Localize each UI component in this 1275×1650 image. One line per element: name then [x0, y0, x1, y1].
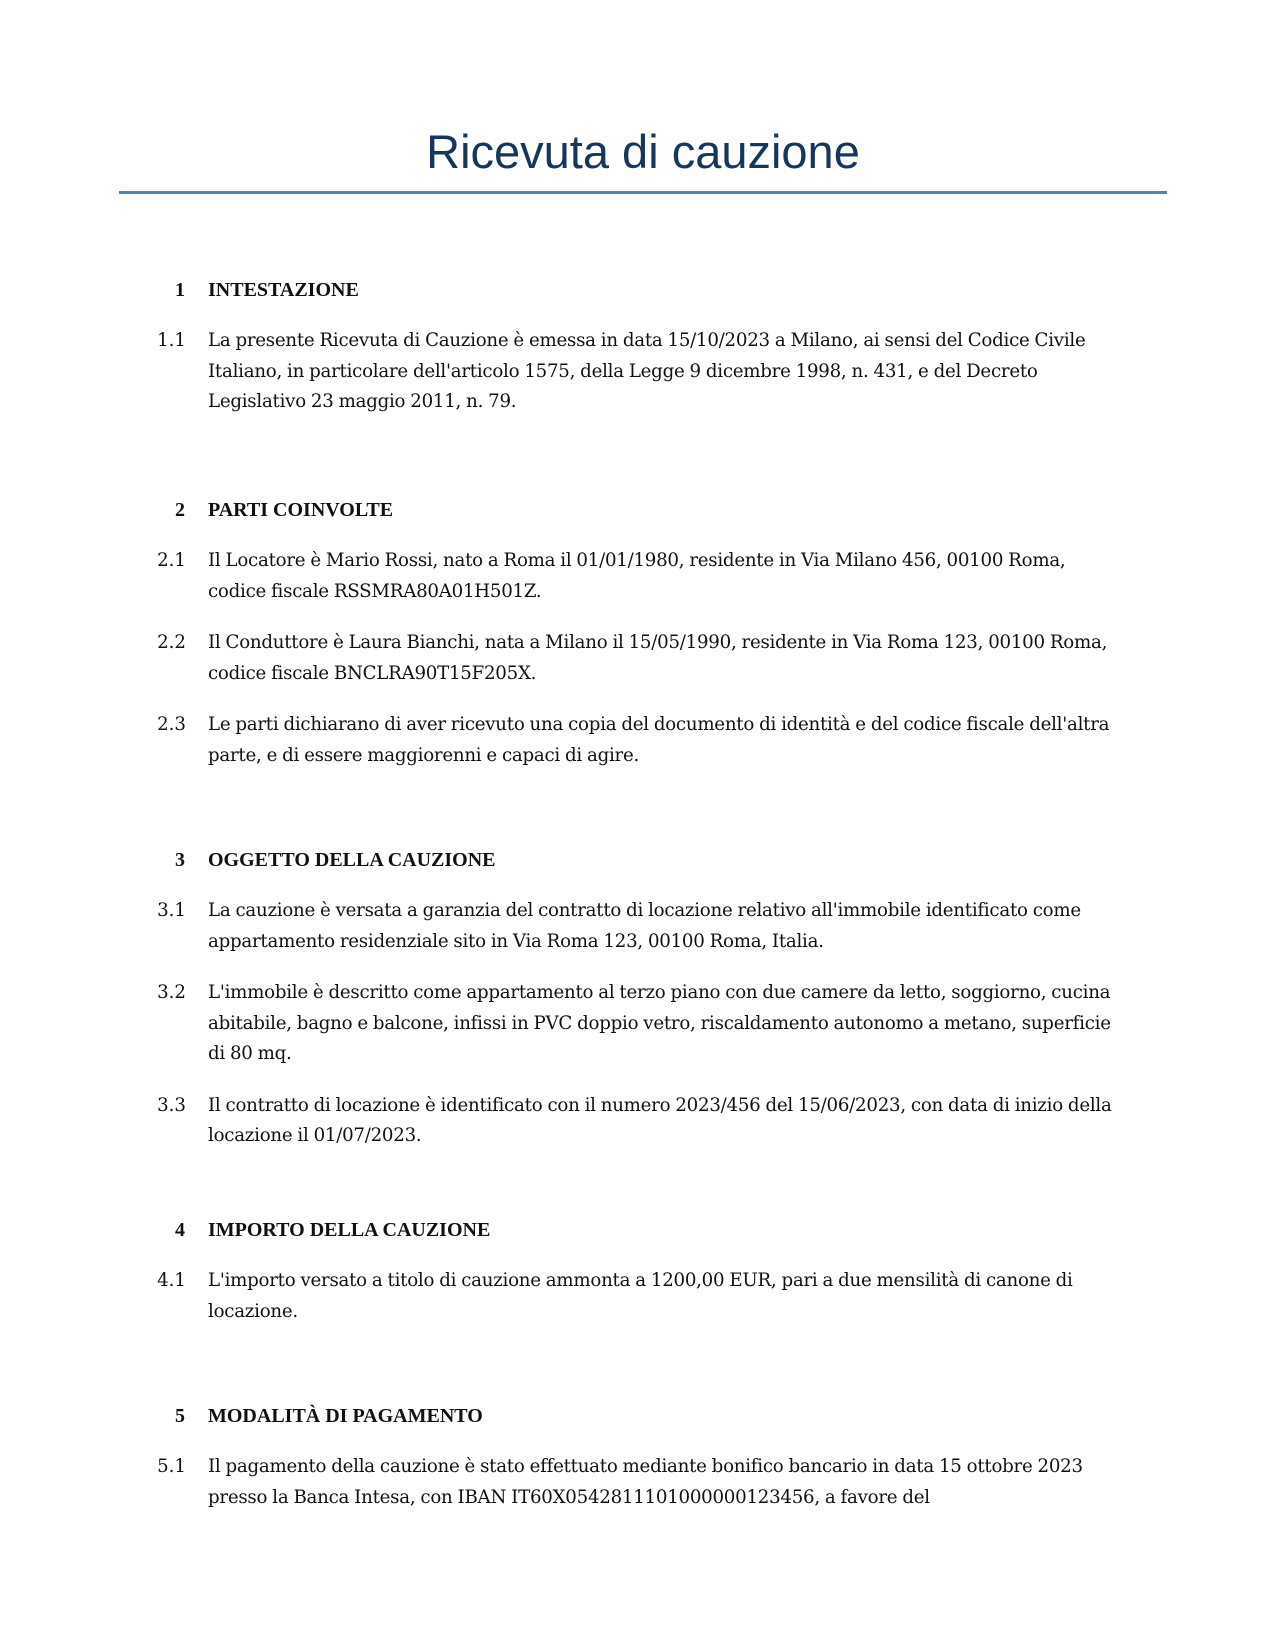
clause-3-2 — [0, 978, 1275, 1070]
clause-number: 3.1 — [157, 900, 186, 921]
section-number: 4 — [175, 1219, 185, 1241]
section-heading — [0, 495, 1275, 525]
section-oggetto-della-cauzione — [0, 845, 1275, 1152]
clause-text: Il Conduttore è Laura Bianchi, nata a Milano il 15/05/1990, residente in Via Roma 123, 00100 Roma, codice fiscale BNCLRA90T15F205X. — [208, 632, 1108, 684]
section-heading — [0, 275, 1275, 305]
section-title: MODALITÀ DI PAGAMENTO — [208, 1405, 483, 1427]
section-heading — [0, 845, 1275, 875]
clause-2-3 — [0, 710, 1275, 771]
clause-number: 3.2 — [157, 982, 186, 1003]
clause-number: 2.3 — [157, 714, 186, 735]
clause-number: 5.1 — [157, 1456, 186, 1477]
section-title: OGGETTO DELLA CAUZIONE — [208, 849, 496, 871]
section-heading — [0, 1401, 1275, 1431]
section-modalita-di-pagamento — [0, 1401, 1275, 1513]
clause-text: Il contratto di locazione è identificato con il numero 2023/456 del 15/06/2023, con data di inizio della locazione il 01/07/2023. — [208, 1094, 1112, 1146]
section-number: 5 — [175, 1405, 185, 1427]
section-parti-coinvolte — [0, 495, 1275, 771]
section-number: 3 — [175, 849, 185, 871]
clause-text: Le parti dichiarano di aver ricevuto una copia del documento di identità e del codice fiscale dell'altra parte, e di essere maggiorenni e capaci di agire. — [208, 714, 1110, 766]
clause-text: L'immobile è descritto come appartamento al terzo piano con due camere da letto, soggiorno, cucina abitabile, bagno e balcone, infissi in PVC doppio vetro, riscaldamento autonomo a metano, superficie di 80 mq. — [208, 982, 1111, 1064]
section-title: IMPORTO DELLA CAUZIONE — [208, 1219, 491, 1241]
section-heading — [0, 1215, 1275, 1245]
clause-number: 2.1 — [157, 550, 186, 571]
clause-number: 4.1 — [157, 1270, 186, 1291]
clause-3-3 — [0, 1091, 1275, 1152]
title-underline-rule — [119, 191, 1167, 194]
section-number: 2 — [175, 499, 185, 521]
document-title: Ricevuta di cauzione — [426, 125, 860, 178]
clause-2-1 — [0, 546, 1275, 607]
clause-4-1 — [0, 1266, 1275, 1327]
clause-1-1 — [0, 326, 1275, 418]
clause-text: L'importo versato a titolo di cauzione ammonta a 1200,00 EUR, pari a due mensilità di canone di locazione. — [208, 1270, 1073, 1322]
clause-5-1 — [0, 1452, 1275, 1513]
clause-text: La presente Ricevuta di Cauzione è emessa in data 15/10/2023 a Milano, ai sensi del Codice Civile Italiano, in particolare dell'articolo 1575, della Legge 9 dicembre 1998, n. 431, e del Decreto Legislativo 23 maggio 2011, n. 79. — [208, 330, 1086, 412]
clause-text: Il Locatore è Mario Rossi, nato a Roma il 01/01/1980, residente in Via Milano 456, 00100 Roma, codice fiscale RSSMRA80A01H501Z. — [208, 550, 1066, 602]
clause-number: 2.2 — [157, 632, 186, 653]
section-intestazione — [0, 275, 1275, 418]
clause-text: La cauzione è versata a garanzia del contratto di locazione relativo all'immobile identificato come appartamento residenziale sito in Via Roma 123, 00100 Roma, Italia. — [208, 900, 1081, 952]
clause-2-2 — [0, 628, 1275, 689]
section-title: PARTI COINVOLTE — [208, 499, 394, 521]
clause-3-1 — [0, 896, 1275, 957]
section-title: INTESTAZIONE — [208, 279, 359, 301]
clause-text: Il pagamento della cauzione è stato effettuato mediante bonifico bancario in data 15 ottobre 2023 presso la Banca Intesa, con IBAN IT60X0542811101000000123456, a favore del — [208, 1456, 1083, 1508]
section-number: 1 — [175, 279, 185, 301]
clause-number: 3.3 — [157, 1094, 186, 1116]
clause-number: 1.1 — [157, 330, 186, 351]
section-importo-della-cauzione — [0, 1215, 1275, 1327]
